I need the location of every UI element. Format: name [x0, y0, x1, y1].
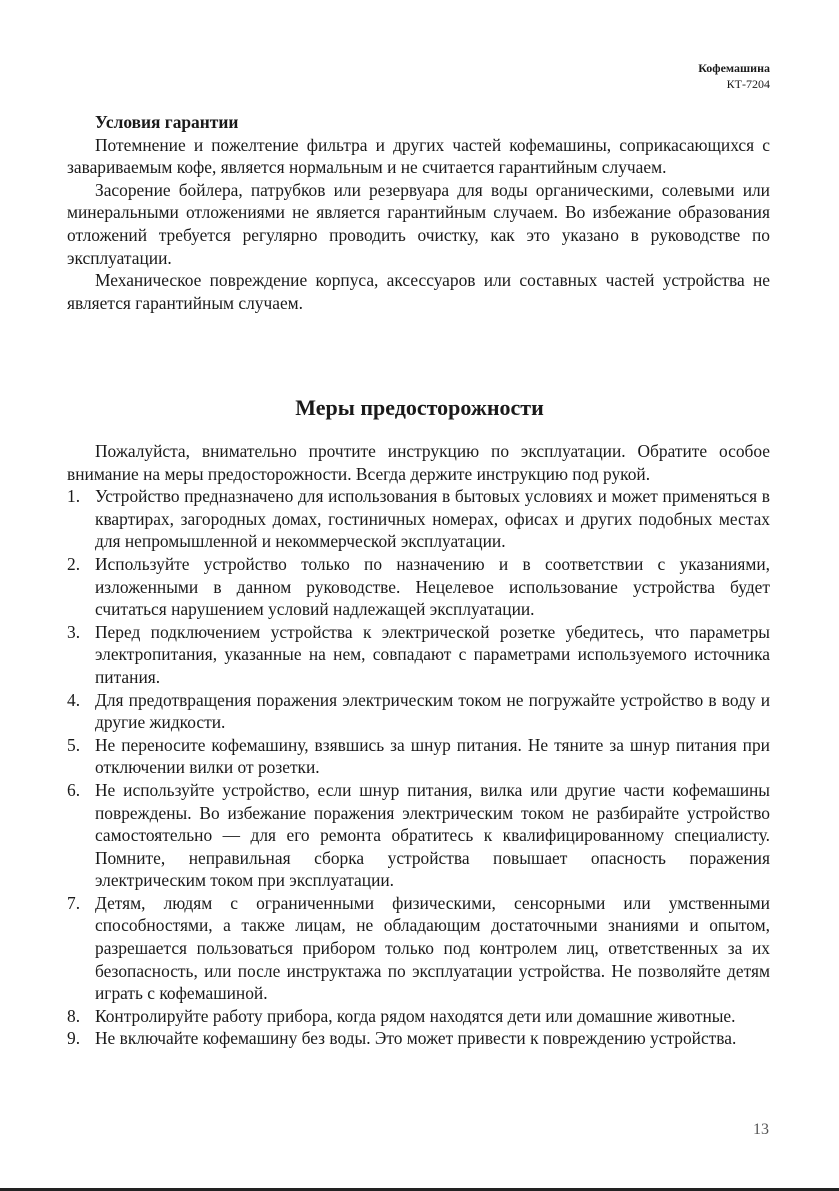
item-number: 4.: [67, 689, 81, 710]
item-number: 8.: [67, 1005, 81, 1026]
item-text: Для предотвращения поражения электрическим током не погружайте устройство в воду и другие жидкости.: [95, 689, 770, 733]
header-product: Кофемашина: [698, 61, 770, 75]
header-model: КТ-7204: [726, 77, 770, 91]
item-text: Не включайте кофемашину без воды. Это может привести к повреждению устройства.: [95, 1028, 737, 1049]
safety-item: [67, 734, 770, 779]
item-text: Не используйте устройство, если шнур питания, вилка или другие части кофемашины повреждены. Во избежание поражения электрическим током не разбирайте устройство самостоятельно — для его ремонта обратитесь к квалифицированному специалисту. Помните, неправильная сборка устройства повышает опасность поражения электрическим током при эксплуатации.: [95, 779, 770, 891]
item-text: Детям, людям с ограниченными физическими, сенсорными или умственными способностями, а также лицам, не обладающим достаточными знаниями и опытом, разрешается пользоваться прибором только под контролем лиц, ответственных за их безопасность, или после инструктажа по эксплуатации устройства. Не позволяйте детям играть с кофемашиной.: [95, 892, 770, 1004]
warranty-section: [67, 111, 770, 314]
warranty-paragraph: Засорение бойлера, патрубков или резервуара для воды органическими, солевыми или минеральными отложениями не является гарантийным случаем. Во избежание образования отложений требуется регулярно проводить очистку, как это указано в руководстве по эксплуатации.: [67, 179, 770, 268]
item-number: 7.: [67, 892, 81, 913]
item-number: 5.: [67, 734, 81, 755]
item-text: Устройство предназначено для использования в бытовых условиях и может применяться в квартирах, загородных домах, гостиничных номерах, офисах и других подобных местах для непромышленной и некоммерческой эксплуатации.: [95, 486, 770, 552]
page-header: [698, 60, 770, 92]
item-number: 3.: [67, 621, 81, 642]
safety-item: [67, 485, 770, 553]
item-number: 9.: [67, 1028, 81, 1049]
page-number: 13: [753, 1121, 769, 1138]
item-text: Контролируйте работу прибора, когда рядом находятся дети или домашние животные.: [95, 1005, 736, 1026]
safety-heading: Меры предосторожности: [295, 395, 544, 420]
safety-item: [67, 892, 770, 1005]
item-text: Используйте устройство только по назначению и в соответствии с указаниями, изложенными в данном руководстве. Нецелевое использование устройства будет считаться нарушением условий надлежащей эксплуатации.: [95, 553, 770, 620]
warranty-paragraph: Механическое повреждение корпуса, аксессуаров или составных частей устройства не является гарантийным случаем.: [67, 270, 770, 313]
safety-intro: Пожалуйста, внимательно прочтите инструкцию по эксплуатации. Обратите особое внимание на меры предосторожности. Всегда держите инструкцию под рукой.: [67, 441, 770, 484]
safety-item: [67, 779, 770, 892]
item-text: Перед подключением устройства к электрической розетке убедитесь, что параметры электропитания, указанные на нем, совпадают с параметрами используемого источника питания.: [95, 621, 770, 687]
safety-item: [67, 1005, 770, 1028]
warranty-title: Условия гарантии: [95, 112, 239, 132]
item-number: 1.: [67, 486, 81, 507]
safety-list: [67, 485, 770, 1050]
item-text: Не переносите кофемашину, взявшись за шнур питания. Не тяните за шнур питания при отключении вилки от розетки.: [95, 734, 770, 778]
safety-item: [67, 621, 770, 689]
safety-item: [67, 1027, 770, 1050]
safety-section: [67, 440, 770, 1050]
item-number: 6.: [67, 779, 81, 800]
warranty-paragraph: Потемнение и пожелтение фильтра и других частей кофемашины, соприкасающихся с завариваемым кофе, является нормальным и не считается гарантийным случаем.: [67, 134, 770, 178]
item-number: 2.: [67, 553, 81, 574]
safety-item: [67, 689, 770, 734]
safety-item: [67, 553, 770, 621]
